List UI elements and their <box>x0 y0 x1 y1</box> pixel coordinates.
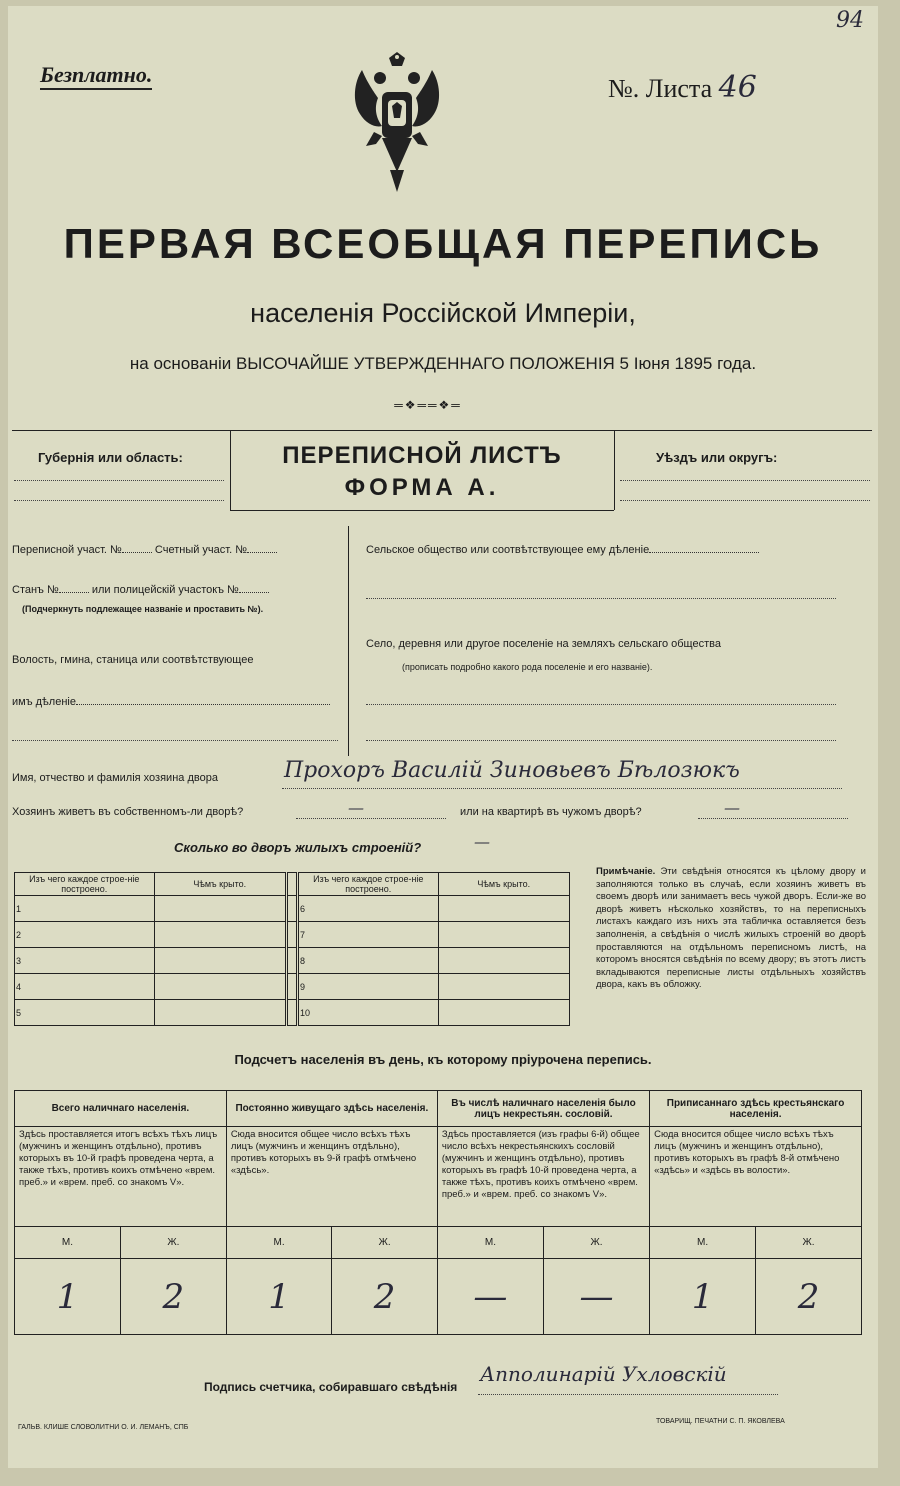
count-col-header: Приписаннаго здѣсь крестьянскаго населенія. <box>650 1091 862 1127</box>
male-label: М. <box>15 1227 121 1259</box>
form-name: ФОРМА А. <box>344 474 500 501</box>
female-label: Ж. <box>120 1227 226 1259</box>
count-value: 2 <box>756 1259 862 1335</box>
female-label: Ж. <box>543 1227 649 1259</box>
village-label: Село, деревня или другое поселеніе на земляхъ сельскаго общества <box>366 638 721 650</box>
imperial-eagle-icon <box>352 52 442 194</box>
sheet-number-label <box>608 70 757 105</box>
row-number: 3 <box>15 948 155 974</box>
col-material: Изъ чего каждое строе-ніе построено. <box>15 873 155 896</box>
village-note: (прописать подробно какого рода поселеніе и его названіе). <box>402 662 653 672</box>
count-value: 1 <box>226 1259 332 1335</box>
society-label: Сельское общество или соотвѣтствующее ему дѣленіе <box>366 544 759 556</box>
count-value: 1 <box>650 1259 756 1335</box>
main-title: ПЕРВАЯ ВСЕОБЩАЯ ПЕРЕПИСЬ <box>63 220 823 267</box>
sheet-title: ПЕРЕПИСНОЙ ЛИСТЪ <box>282 442 562 469</box>
census-section-label: Переписной участ. № Счетный участ. № <box>12 544 277 556</box>
row-number: 5 <box>15 1000 155 1026</box>
row-number: 6 <box>298 896 439 922</box>
count-table <box>14 1090 862 1335</box>
ornament: ═❖══❖═ <box>394 398 462 412</box>
note-block <box>596 866 866 992</box>
row-number: 7 <box>298 922 439 948</box>
province-label: Губернія или область: <box>38 450 183 465</box>
male-label: М. <box>226 1227 332 1259</box>
corner-number: 94 <box>836 8 864 33</box>
division-label: имъ дѣленіе <box>12 696 330 708</box>
sheet-label: №. Листа <box>608 74 713 103</box>
underline-note: (Подчеркнуть подлежащее названіе и проставить №). <box>22 604 264 614</box>
owner-label: Имя, отчество и фамилія хозяина двора <box>12 772 218 784</box>
count-col-header: Въ числѣ наличнаго населенія было лицъ некрестьян. сословій. <box>437 1091 649 1127</box>
row-number: 1 <box>15 896 155 922</box>
count-col-desc: Сюда вносится общее число всѣхъ тѣхъ лицъ (мужчинъ и женщинъ отдѣльно), противъ которыхъ въ 9-й графѣ отмѣчено «здѣсь». <box>226 1127 437 1227</box>
county-label: Уѣздъ или округъ: <box>656 450 778 465</box>
row-number: 8 <box>298 948 439 974</box>
count-value: — <box>543 1259 649 1335</box>
count-value: — <box>437 1259 543 1335</box>
count-col-header: Постоянно живущаго здѣсь населенія. <box>226 1091 437 1127</box>
own-yard-value: — <box>348 798 364 817</box>
col-material-2: Изъ чего каждое строе-ніе построено. <box>298 873 439 896</box>
note-text: Эти свѣдѣнія относятся къ цѣлому двору и заполняются только въ случаѣ, если хозяинъ живетъ въ своемъ дворѣ или занимаетъ весь чужой дворъ. Если-же во дворѣ живетъ нѣсколько хозяйствъ, то на переписныхъ листахъ каждаго изъ нихъ эта табличка оставляется безъ заполненія, а свѣдѣнія о числѣ жилыхъ строеній во дворѣ проставляются на отдѣльномъ переписномъ листѣ, на которомъ вносятся свѣдѣнія по всему двору; въ этотъ листъ вкладываются переписные листы отдѣльныхъ хозяйствъ двора, какъ въ обложку. <box>596 866 866 991</box>
col-roof-2: Чѣмъ крыто. <box>438 873 570 896</box>
male-label: М. <box>437 1227 543 1259</box>
signature-label: Подпись счетчика, собиравшаго свѣдѣнія <box>204 1380 458 1394</box>
free-label: Безплатно. <box>40 62 152 90</box>
female-label: Ж. <box>332 1227 438 1259</box>
basis-title: на основаніи ВЫСОЧАЙШЕ УТВЕРЖДЕННАГО ПОЛОЖЕНІЯ 5 Іюня 1895 года. <box>129 354 757 373</box>
census-form-page <box>8 6 878 1468</box>
sub-title: населенія Россійской Имперіи, <box>250 298 636 328</box>
buildings-value: — <box>474 832 490 851</box>
stan-label: Станъ № или полицейскій участокъ № <box>12 584 269 596</box>
count-col-desc: Сюда вносится общее число всѣхъ тѣхъ лицъ (мужчинъ и женщинъ отдѣльно), противъ которыхъ въ графѣ 8-й отмѣчено «здѣсь» и «здѣсь въ волости». <box>650 1127 862 1227</box>
sheet-number: 46 <box>718 70 757 105</box>
footer-right: ТОВАРИЩ. ПЕЧАТНИ С. П. ЯКОВЛЕВА <box>656 1418 785 1425</box>
rented-value: — <box>724 798 740 817</box>
signature-value: Апполинарій Ухловскій <box>480 1362 727 1386</box>
count-col-desc: Здѣсь проставляется итогъ всѣхъ тѣхъ лицъ (мужчинъ и женщинъ отдѣльно), противъ которыхъ въ 10-й графѣ проведена черта, а также тѣхъ, противъ коихъ отмѣчено «врем. преб.» и «врем. преб. со знакомъ V». <box>15 1127 227 1227</box>
count-value: 2 <box>332 1259 438 1335</box>
note-title: Примѣчаніе. <box>596 866 656 877</box>
owner-value: Прохоръ Василій Зиновьевъ Бѣлозюкъ <box>284 758 740 783</box>
count-value: 1 <box>15 1259 121 1335</box>
count-col-desc: Здѣсь проставляется (изъ графы 6-й) общее число всѣхъ некрестьянскихъ сословій (мужчинъ и женщинъ отдѣльно), противъ которыхъ въ графѣ 10-й проведена черта, а также тѣхъ, противъ коихъ отмѣчено «врем. преб.» и «врем. преб. со знакомъ V». <box>437 1127 649 1227</box>
count-title: Подсчетъ населенія въ день, къ которому пріурочена перепись. <box>234 1052 652 1067</box>
own-yard-label: Хозяинъ живетъ въ собственномъ-ли дворѣ? <box>12 806 244 818</box>
rented-label: или на квартирѣ въ чужомъ дворѣ? <box>460 806 642 818</box>
row-number: 4 <box>15 974 155 1000</box>
col-roof: Чѣмъ крыто. <box>154 873 286 896</box>
volost-label: Волость, гмина, станица или соотвѣтствующее <box>12 654 254 666</box>
row-number: 9 <box>298 974 439 1000</box>
row-number: 10 <box>298 1000 439 1026</box>
count-value: 2 <box>120 1259 226 1335</box>
count-col-header: Всего наличнаго населенія. <box>15 1091 227 1127</box>
buildings-label: Сколько во дворъ жилыхъ строеній? <box>174 840 422 855</box>
male-label: М. <box>650 1227 756 1259</box>
footer-left: ГАЛЬВ. КЛИШЕ СЛОВОЛИТНИ О. И. ЛЕМАНЪ, СПБ <box>18 1424 189 1431</box>
buildings-table <box>14 872 570 1026</box>
row-number: 2 <box>15 922 155 948</box>
female-label: Ж. <box>756 1227 862 1259</box>
